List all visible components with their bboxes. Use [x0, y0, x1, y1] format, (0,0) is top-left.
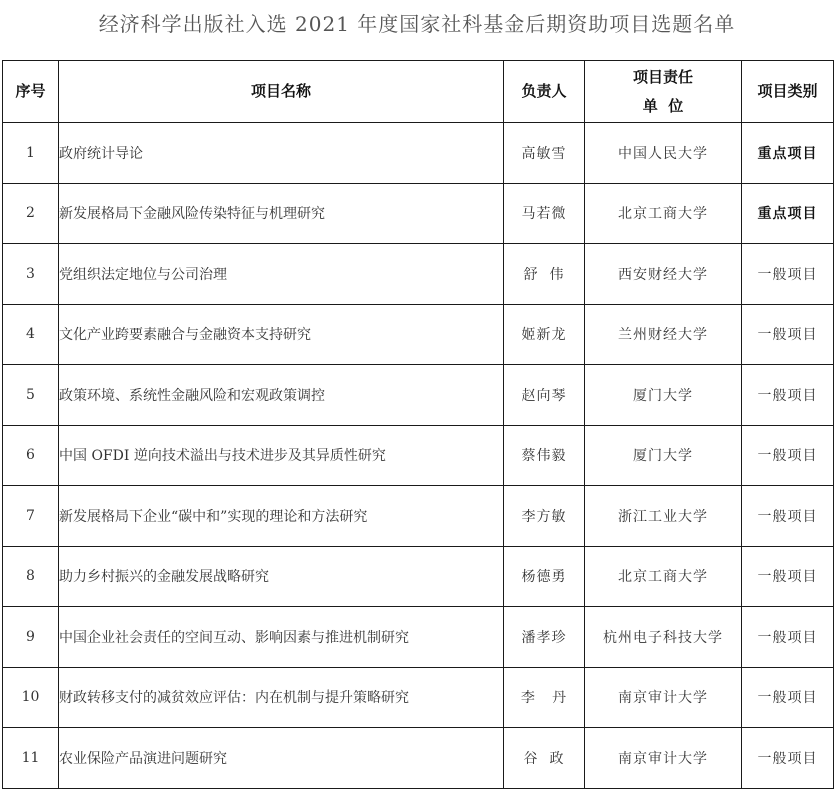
- cell-project-category: 一般项目: [742, 425, 834, 486]
- cell-leader: 李方敏: [504, 486, 585, 547]
- cell-responsible-unit: 北京工商大学: [585, 183, 742, 244]
- cell-leader: 赵向琴: [504, 365, 585, 426]
- cell-responsible-unit: 兰州财经大学: [585, 304, 742, 365]
- table-header-row: [3, 61, 834, 123]
- cell-serial-number: 8: [3, 546, 59, 607]
- cell-project-name: 新发展格局下金融风险传染特征与机理研究: [59, 183, 504, 244]
- cell-responsible-unit: 浙江工业大学: [585, 486, 742, 547]
- cell-project-name: 中国 OFDI 逆向技术溢出与技术进步及其异质性研究: [59, 425, 504, 486]
- cell-responsible-unit: 南京审计大学: [585, 728, 742, 789]
- cell-project-category: 一般项目: [742, 667, 834, 728]
- cell-serial-number: 1: [3, 123, 59, 184]
- cell-leader: 高敏雪: [504, 123, 585, 184]
- cell-responsible-unit: 西安财经大学: [585, 244, 742, 305]
- table-row: [3, 304, 834, 365]
- cell-serial-number: 5: [3, 365, 59, 426]
- cell-project-name: 财政转移支付的减贫效应评估：内在机制与提升策略研究: [59, 667, 504, 728]
- cell-serial-number: 11: [3, 728, 59, 789]
- cell-responsible-unit: 南京审计大学: [585, 667, 742, 728]
- cell-project-name: 农业保险产品演进问题研究: [59, 728, 504, 789]
- table-row: [3, 365, 834, 426]
- table-row: [3, 667, 834, 728]
- header-serial-number: 序号: [3, 61, 59, 123]
- table-row: [3, 183, 834, 244]
- cell-leader: 李 丹: [504, 667, 585, 728]
- cell-leader: 杨德勇: [504, 546, 585, 607]
- cell-serial-number: 9: [3, 607, 59, 668]
- cell-responsible-unit: 杭州电子科技大学: [585, 607, 742, 668]
- cell-leader: 潘孝珍: [504, 607, 585, 668]
- cell-project-name: 助力乡村振兴的金融发展战略研究: [59, 546, 504, 607]
- header-leader: 负责人: [504, 61, 585, 123]
- table-row: [3, 607, 834, 668]
- cell-project-category: 重点项目: [742, 123, 834, 184]
- cell-leader: 蔡伟毅: [504, 425, 585, 486]
- project-list-table: [2, 60, 834, 789]
- cell-serial-number: 3: [3, 244, 59, 305]
- cell-leader: 谷 政: [504, 728, 585, 789]
- header-project-name: 项目名称: [59, 61, 504, 123]
- cell-responsible-unit: 厦门大学: [585, 365, 742, 426]
- cell-project-category: 一般项目: [742, 244, 834, 305]
- cell-project-category: 一般项目: [742, 365, 834, 426]
- cell-project-name: 文化产业跨要素融合与金融资本支持研究: [59, 304, 504, 365]
- cell-responsible-unit: 厦门大学: [585, 425, 742, 486]
- table-row: [3, 486, 834, 547]
- cell-project-name: 政府统计导论: [59, 123, 504, 184]
- cell-project-name: 党组织法定地位与公司治理: [59, 244, 504, 305]
- cell-responsible-unit: 北京工商大学: [585, 546, 742, 607]
- cell-serial-number: 6: [3, 425, 59, 486]
- table-row: [3, 425, 834, 486]
- cell-project-category: 一般项目: [742, 546, 834, 607]
- cell-leader: 马若微: [504, 183, 585, 244]
- cell-leader: 姬新龙: [504, 304, 585, 365]
- table-row: [3, 728, 834, 789]
- table-row: [3, 244, 834, 305]
- cell-project-name: 中国企业社会责任的空间互动、影响因素与推进机制研究: [59, 607, 504, 668]
- cell-responsible-unit: 中国人民大学: [585, 123, 742, 184]
- table-row: [3, 123, 834, 184]
- cell-serial-number: 4: [3, 304, 59, 365]
- cell-project-category: 一般项目: [742, 728, 834, 789]
- table-body: [3, 123, 834, 789]
- cell-serial-number: 2: [3, 183, 59, 244]
- cell-project-category: 一般项目: [742, 486, 834, 547]
- cell-project-name: 政策环境、系统性金融风险和宏观政策调控: [59, 365, 504, 426]
- cell-project-category: 重点项目: [742, 183, 834, 244]
- cell-project-category: 一般项目: [742, 304, 834, 365]
- document-title: 经济科学出版社入选 2021 年度国家社科基金后期资助项目选题名单: [98, 12, 736, 36]
- header-unit-line2: 单 位: [642, 96, 684, 115]
- cell-leader: 舒 伟: [504, 244, 585, 305]
- header-responsible-unit: [585, 61, 742, 123]
- cell-project-name: 新发展格局下企业“碳中和”实现的理论和方法研究: [59, 486, 504, 547]
- cell-serial-number: 10: [3, 667, 59, 728]
- table-row: [3, 546, 834, 607]
- header-project-category: 项目类别: [742, 61, 834, 123]
- header-unit-line1: 项目责任: [632, 67, 693, 86]
- cell-serial-number: 7: [3, 486, 59, 547]
- cell-project-category: 一般项目: [742, 607, 834, 668]
